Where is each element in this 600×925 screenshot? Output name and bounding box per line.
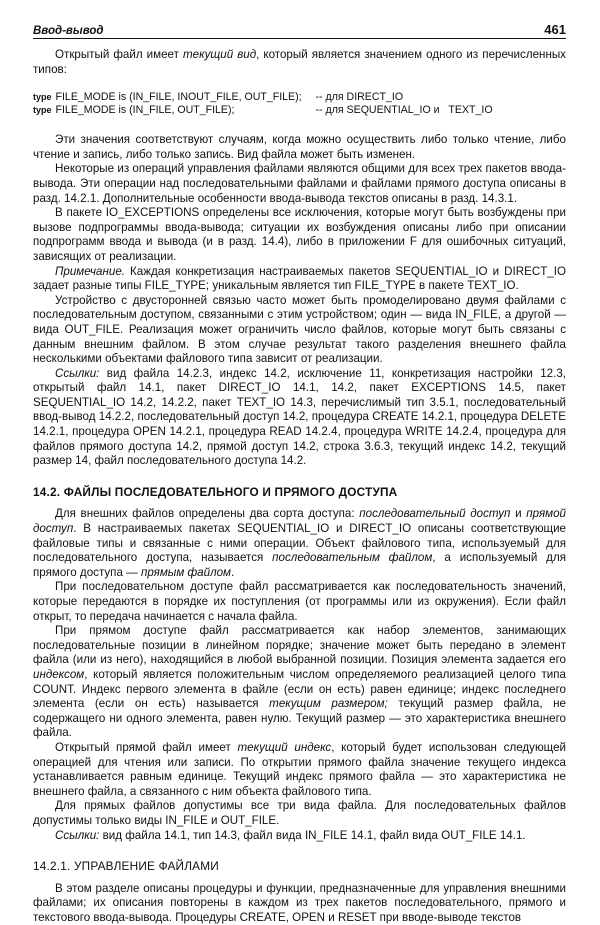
keyword: type	[33, 105, 52, 116]
references-paragraph: Ссылки: вид файла 14.1, тип 14.3, файл вида IN_FILE 14.1, файл вида OUT_FILE 14.1.	[55, 828, 526, 842]
paragraph: Эти значения соответствуют случаям, когда можно осуществить либо только чтение, либо чтение и запись, либо только запись. Вид файла может быть изменен.	[33, 133, 566, 161]
section-heading-14-2: 14.2. ФАЙЛЫ ПОСЛЕДОВАТЕЛЬНОГО И ПРЯМОГО ДОСТУПА	[33, 484, 398, 499]
code-block	[33, 91, 566, 117]
page-number: 461	[544, 22, 566, 37]
note-paragraph: Примечание. Каждая конкретизация настраиваемых пакетов SEQUENTIAL_IO и DIRECT_IO задает разные типы FILE_TYPE; уникальным является тип FILE_TYPE в пакете TEXT_IO.	[33, 264, 566, 293]
comment: -- для SEQUENTIAL_IO и TEXT_IO	[315, 104, 493, 117]
references-label: Ссылки:	[55, 366, 100, 380]
code-line	[33, 104, 566, 117]
code-line	[33, 91, 566, 104]
paragraph: При последовательном доступе файл рассматривается как последовательность значений, которые передаются в порядке их поступления (от программы или из окружения). Если файл открыт, то передача начинается с начала файла.	[33, 580, 566, 623]
comment: -- для DIRECT_IO	[315, 91, 404, 104]
paragraph-intro: Открытый файл имеет текущий вид, который является значением одного из перечисленных типов:	[33, 48, 566, 76]
references-paragraph: Ссылки: вид файла 14.2.3, индекс 14.2, исключение 11, конкретизация настройки 12.3, открытый файл 14.1, пакет DIRECT_IO 14.1, 14.2, пакет EXCEPTIONS 14.5, пакет SEQUENTIAL_IO 14.2, 14.2.2, пакет TEXT_IO 14.3, перечислимый тип 3.5.1, последовательный ввод-вывод 14.2.2, последовательный доступ 14.2, процедура CREATE 14.2.1, процедура DELETE 14.2.1, процедура OPEN 14.2.1, процедура READ 14.2.4, процедура WRITE 14.2.4, процедура для файлов прямого доступа 14.2, прямой доступ 14.2, строка 3.6.3, текущий индекс 14.2, текущий размер 14, файл последовательного доступа 14.2.	[33, 366, 566, 468]
paragraph: Для внешних файлов определены два сорта доступа: последовательный доступ и прямой доступ. В настраиваемых пакетах SEQUENTIAL_IO и DIRECT_IO описаны соответствующие файловые типы и связанные с ними операции. Объект файлового типа, используемый для последовательного доступа, называется последовательным файлом, а используемый для прямого доступа — прямым файлом.	[33, 507, 566, 579]
paragraph: Устройство с двусторонней связью часто может быть промоделировано двумя файлами с последовательным доступом, связанными с этим устройством; один — вида IN_FILE, а другой — вида OUT_FILE. Реализация может ограничить число файлов, которые могут быть связаны с данным внешним файлом. В этом случае результат такого разделения внешнего файла несколькими объектами файлового типа зависит от реализации.	[33, 293, 566, 366]
references-label: Ссылки:	[55, 828, 100, 842]
running-title: Ввод-вывод	[33, 25, 104, 37]
paragraph: Для прямых файлов допустимы все три вида файла. Для последовательных файлов допустимы только виды IN_FILE и OUT_FILE.	[33, 799, 566, 827]
paragraph: В пакете IO_EXCEPTIONS определены все исключения, которые могут быть возбуждены при вызове подпрограммы ввода-вывода; ситуации их возбуждения описаны либо при описании подпрограмм ввода и вывода (и в разд. 14.4), либо в приложении F для ошибочных ситуаций, зависящих от реализации.	[33, 206, 566, 263]
paragraph: Открытый прямой файл имеет текущий индекс, который будет использован следующей операцией для чтения или записи. По открытии прямого файла значение текущего индекса устанавливается равным единице. Текущий индекс прямого файла — это характеристика не внешнего файла, а связанного с ним объекта файлового типа.	[33, 740, 567, 798]
paragraph: При прямом доступе файл рассматривается как набор элементов, занимающих последовательные позиции в линейном порядке; значение может быть передано в элемент файла (или из него), находящийся в любой выбранной позиции. Позиция элемента задается его индексом, который является положительным числом определяемого реализацией целого типа COUNT. Индекс первого элемента в файле (если он есть) равен единице; индекс последнего элемента (если он есть) называется текущим размером; текущий размер файла, не содержащего ни одного элемента, равен нулю. Текущий размер — это характеристика внешнего файла.	[33, 624, 566, 740]
paragraph: Некоторые из операций управления файлами являются общими для всех трех пакетов ввода-вывода. Эти операции над последовательными файлами и файлами прямого доступа описаны в разд. 14.2.1. Дополнительные особенности ввода-вывода текстов описаны в разд. 14.3.1.	[33, 162, 566, 205]
section-heading-14-2-1: 14.2.1. УПРАВЛЕНИЕ ФАЙЛАМИ	[33, 859, 219, 874]
page-body	[33, 48, 566, 925]
emphasis: текущий вид	[183, 48, 257, 61]
declaration: FILE_MODE is (IN_FILE, INOUT_FILE, OUT_FILE);	[55, 91, 302, 104]
declaration: FILE_MODE is (IN_FILE, OUT_FILE);	[55, 104, 235, 117]
note-label: Примечание.	[55, 264, 125, 278]
keyword: type	[33, 92, 52, 103]
page-header	[33, 22, 566, 39]
paragraph: В этом разделе описаны процедуры и функции, предназначенные для управления внешними файлами; их описания повторены в каждом из трех пакетов последовательного, прямого и текстового ввода-вывода. Процедуры CREATE, OPEN и RESET при вводе-выводе текстов	[33, 881, 566, 924]
